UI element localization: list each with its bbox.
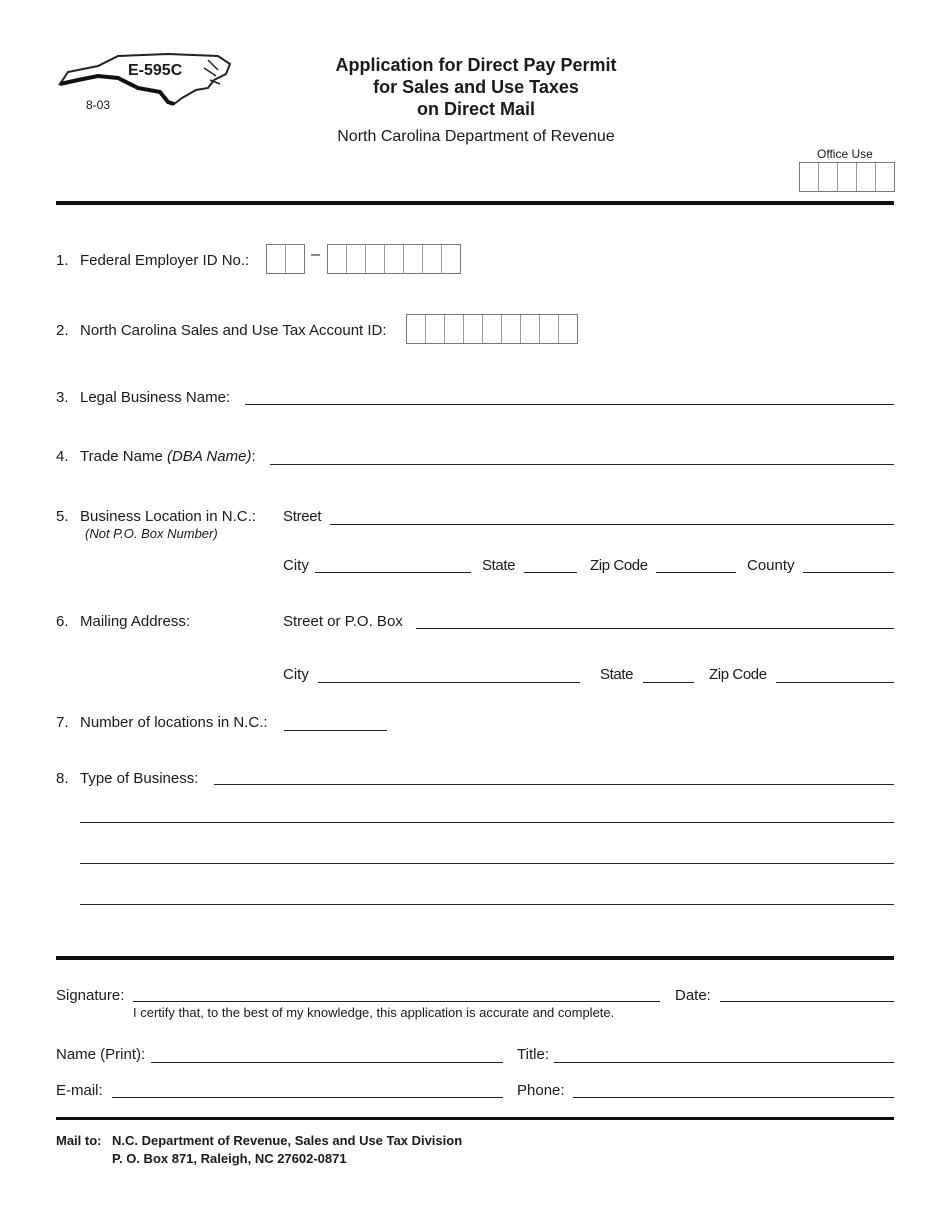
business-zip-field[interactable]: [656, 572, 736, 573]
name-print-field[interactable]: [151, 1062, 503, 1063]
mailing-zip-field[interactable]: [776, 682, 894, 683]
q4-label-text: Trade Name: [80, 448, 163, 465]
q6-number: 6.: [56, 613, 69, 630]
nc-account-id-boxes[interactable]: [406, 314, 578, 344]
form-id: E-595C: [128, 62, 183, 79]
q3-number: 3.: [56, 389, 69, 406]
certification-text: I certify that, to the best of my knowledge, this application is accurate and complete.: [133, 1005, 615, 1020]
title-line-2: for Sales and Use Taxes: [373, 77, 579, 97]
business-type-line-2[interactable]: [80, 822, 894, 823]
nc-state-logo: [58, 50, 238, 112]
q4-label-italic: (DBA Name): [166, 448, 252, 465]
mailing-zip-label: Zip Code: [709, 666, 767, 683]
business-city-field[interactable]: [315, 572, 471, 573]
business-type-line-1[interactable]: [214, 784, 894, 785]
title-field[interactable]: [554, 1062, 894, 1063]
signature-label: Signature:: [56, 987, 125, 1004]
date-field[interactable]: [720, 1001, 894, 1002]
q1-label: Federal Employer ID No.:: [80, 252, 250, 269]
fein-prefix-boxes[interactable]: [266, 244, 305, 274]
mailing-state-field[interactable]: [643, 682, 694, 683]
signature-field[interactable]: [133, 1001, 660, 1002]
email-label: E-mail:: [56, 1082, 103, 1099]
legal-business-name-field[interactable]: [245, 404, 894, 405]
mailing-state-label: State: [600, 666, 634, 683]
q6-label: Mailing Address:: [80, 613, 191, 630]
business-county-label: County: [747, 557, 795, 574]
footer-divider: [56, 1117, 894, 1120]
q1-number: 1.: [56, 252, 69, 269]
business-type-line-4[interactable]: [80, 904, 894, 905]
q5-number: 5.: [56, 508, 69, 525]
q4-label-colon: :: [251, 448, 256, 465]
title-line-1: Application for Direct Pay Permit: [335, 55, 617, 75]
header-divider: [56, 201, 894, 205]
name-print-label: Name (Print):: [56, 1046, 146, 1063]
fein-suffix-boxes[interactable]: [327, 244, 461, 274]
q7-number: 7.: [56, 714, 69, 731]
form-revision: 8-03: [86, 98, 111, 112]
mail-address-line-1: N.C. Department of Revenue, Sales and Use Tax Division: [112, 1133, 463, 1148]
business-state-field[interactable]: [524, 572, 577, 573]
mail-address-line-2: P. O. Box 871, Raleigh, NC 27602-0871: [112, 1151, 347, 1166]
q7-label: Number of locations in N.C.:: [80, 714, 268, 731]
fein-dash: –: [311, 246, 320, 263]
locations-count-field[interactable]: [284, 730, 387, 731]
q2-label: North Carolina Sales and Use Tax Account ID:: [80, 322, 387, 339]
business-city-label: City: [283, 557, 309, 574]
phone-field[interactable]: [573, 1097, 894, 1098]
business-type-line-3[interactable]: [80, 863, 894, 864]
business-street-label: Street: [283, 508, 322, 525]
q5-note: (Not P.O. Box Number): [85, 526, 218, 541]
title-label: Title:: [517, 1046, 549, 1063]
nc-map-icon: [58, 50, 238, 112]
mailing-city-label: City: [283, 666, 309, 683]
q8-label: Type of Business:: [80, 770, 199, 787]
office-use-label: Office Use: [817, 147, 873, 161]
business-state-label: State: [482, 557, 516, 574]
title-line-3: on Direct Mail: [416, 99, 536, 119]
q4-number: 4.: [56, 448, 69, 465]
signature-divider: [56, 956, 894, 960]
business-zip-label: Zip Code: [590, 557, 648, 574]
business-street-field[interactable]: [330, 524, 894, 525]
q3-label: Legal Business Name:: [80, 389, 231, 406]
q5-label: Business Location in N.C.:: [80, 508, 256, 525]
mailing-city-field[interactable]: [318, 682, 580, 683]
mail-to-label: Mail to:: [56, 1133, 102, 1148]
mailing-street-label: Street or P.O. Box: [283, 613, 403, 630]
q4-label: [80, 448, 256, 465]
date-label: Date:: [675, 987, 711, 1004]
phone-label: Phone:: [517, 1082, 565, 1099]
mailing-street-field[interactable]: [416, 628, 894, 629]
q2-number: 2.: [56, 322, 69, 339]
office-use-boxes[interactable]: [799, 162, 895, 192]
business-county-field[interactable]: [803, 572, 894, 573]
email-field[interactable]: [112, 1097, 503, 1098]
trade-name-field[interactable]: [270, 464, 894, 465]
q8-number: 8.: [56, 770, 69, 787]
department-name: North Carolina Department of Revenue: [337, 128, 615, 145]
